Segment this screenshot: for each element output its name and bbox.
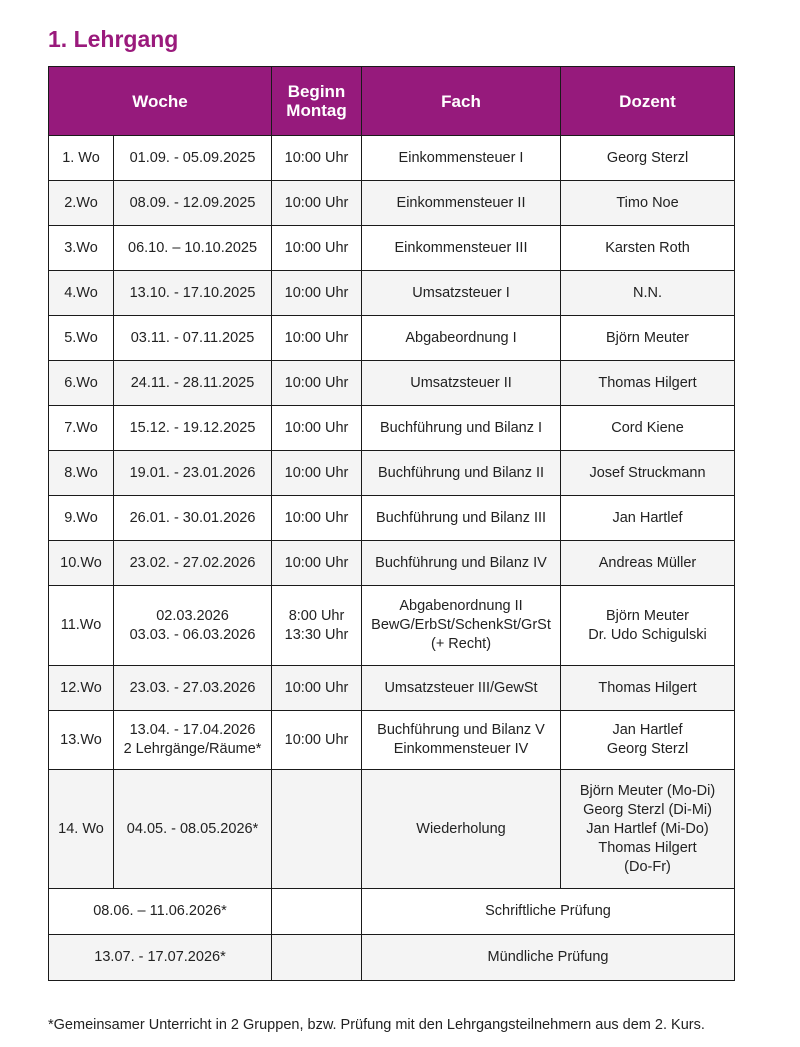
start-line: 10:00 Uhr: [284, 464, 349, 481]
date-cell: [114, 451, 272, 496]
lecturer-cell: [561, 181, 735, 226]
lecturer-cell: [561, 541, 735, 586]
start-cell: [272, 770, 362, 889]
lecturer-line: Georg Sterzl: [606, 149, 689, 166]
lecturer-line: Karsten Roth: [605, 239, 690, 256]
lecturer-line: Dr. Udo Schigulski: [588, 626, 707, 643]
header-fach: Fach: [362, 67, 561, 136]
header-beginn-line2: Montag: [286, 101, 347, 120]
week-cell: 11.Wo: [49, 586, 114, 666]
subject-line: Umsatzsteuer III/GewSt: [384, 679, 538, 696]
subject-cell: [362, 666, 561, 711]
lecturer-cell: [561, 666, 735, 711]
lecturer-cell: [561, 271, 735, 316]
start-line: 10:00 Uhr: [284, 679, 349, 696]
week-cell: 12.Wo: [49, 666, 114, 711]
start-cell: [272, 406, 362, 451]
date-cell: [114, 226, 272, 271]
subject-cell: [362, 181, 561, 226]
date-cell: [114, 586, 272, 666]
lecturer-cell: [561, 226, 735, 271]
lecturer-cell: [561, 406, 735, 451]
lecturer-line: Andreas Müller: [598, 554, 697, 571]
lecturer-cell: [561, 451, 735, 496]
date-cell: [114, 181, 272, 226]
table-row: [49, 541, 735, 586]
week-cell: 13.Wo: [49, 711, 114, 770]
table-row: [49, 226, 735, 271]
date-line: 13.10. - 17.10.2025: [129, 284, 256, 301]
subject-line: Umsatzsteuer I: [412, 284, 510, 301]
schedule-table: [48, 66, 735, 981]
subject-line: Abgabenordnung II: [399, 598, 523, 614]
date-cell: [114, 496, 272, 541]
subject-line: Einkommensteuer III: [394, 239, 528, 256]
start-cell: [272, 496, 362, 541]
start-cell: [272, 361, 362, 406]
week-cell: 5.Wo: [49, 316, 114, 361]
header-beginn: [272, 67, 362, 136]
table-row: [49, 271, 735, 316]
subject-cell: [362, 316, 561, 361]
table-row: [49, 181, 735, 226]
subject-line: Einkommensteuer I: [398, 149, 524, 166]
lecturer-line: Georg Sterzl (Di-Mi): [583, 801, 712, 818]
date-line: 06.10. – 10.10.2025: [128, 239, 258, 256]
exam-date-cell: 13.07. - 17.07.2026*: [49, 935, 272, 981]
date-cell: [114, 406, 272, 451]
lecturer-cell: [561, 770, 735, 889]
start-line: 10:00 Uhr: [284, 509, 349, 526]
week-cell: 6.Wo: [49, 361, 114, 406]
subject-cell: [362, 711, 561, 770]
lecturer-line: Thomas Hilgert: [598, 839, 697, 856]
exam-row: [49, 935, 735, 981]
date-line: 02.03.2026: [156, 607, 229, 624]
subject-line: (+ Recht): [430, 636, 492, 652]
exam-date-cell: 08.06. – 11.06.2026*: [49, 889, 272, 935]
subject-line: Buchführung und Bilanz V: [377, 722, 545, 738]
start-line: 10:00 Uhr: [284, 329, 349, 346]
week-cell: 14. Wo: [49, 770, 114, 889]
date-line: 24.11. - 28.11.2025: [130, 374, 255, 391]
lecturer-cell: [561, 136, 735, 181]
exam-name-cell: Schriftliche Prüfung: [362, 889, 735, 935]
subject-line: Umsatzsteuer II: [410, 374, 512, 391]
subject-cell: [362, 541, 561, 586]
lecturer-line: N.N.: [633, 284, 663, 301]
exam-name-cell: Mündliche Prüfung: [362, 935, 735, 981]
date-line: 01.09. - 05.09.2025: [129, 149, 256, 166]
date-cell: [114, 770, 272, 889]
start-line: 10:00 Uhr: [284, 194, 349, 211]
date-line: 08.09. - 12.09.2025: [129, 194, 256, 211]
lecturer-line: (Do-Fr): [624, 858, 671, 875]
start-line: 10:00 Uhr: [284, 374, 349, 391]
table-row: [49, 496, 735, 541]
subject-line: Abgabeordnung I: [405, 329, 517, 346]
subject-cell: [362, 406, 561, 451]
table-row: [49, 406, 735, 451]
start-cell: [272, 541, 362, 586]
date-line: 03.11. - 07.11.2025: [130, 329, 255, 346]
date-line: 26.01. - 30.01.2026: [129, 509, 256, 526]
subject-cell: [362, 496, 561, 541]
page-title: 1. Lehrgang: [48, 26, 179, 52]
table-row: [49, 361, 735, 406]
table-row: [49, 770, 735, 889]
start-cell: [272, 451, 362, 496]
lecturer-line: Thomas Hilgert: [598, 679, 697, 696]
table-row: [49, 711, 735, 770]
date-cell: [114, 666, 272, 711]
lecturer-line: Björn Meuter: [606, 607, 690, 624]
week-cell: 10.Wo: [49, 541, 114, 586]
week-cell: 9.Wo: [49, 496, 114, 541]
start-cell: [272, 136, 362, 181]
date-line: 23.03. - 27.03.2026: [129, 679, 256, 696]
subject-cell: [362, 136, 561, 181]
header-row: [49, 67, 735, 136]
subject-line: Einkommensteuer II: [396, 194, 526, 211]
start-cell: [272, 226, 362, 271]
date-line: 15.12. - 19.12.2025: [129, 419, 256, 436]
table-row: [49, 451, 735, 496]
start-line: 13:30 Uhr: [284, 626, 349, 643]
start-cell: [272, 271, 362, 316]
table-row: [49, 316, 735, 361]
subject-cell: [362, 271, 561, 316]
start-cell: [272, 666, 362, 711]
subject-line: Buchführung und Bilanz IV: [375, 554, 547, 571]
subject-line: BewG/ErbSt/SchenkSt/GrSt: [371, 617, 551, 633]
week-cell: 2.Wo: [49, 181, 114, 226]
exam-start-cell: [272, 889, 362, 935]
start-line: 10:00 Uhr: [284, 239, 349, 256]
start-line: 10:00 Uhr: [284, 149, 349, 166]
start-cell: [272, 711, 362, 770]
lecturer-cell: [561, 361, 735, 406]
start-cell: [272, 181, 362, 226]
date-cell: [114, 271, 272, 316]
header-dozent: Dozent: [561, 67, 735, 136]
lecturer-line: Josef Struckmann: [589, 464, 706, 481]
subject-line: Buchführung und Bilanz II: [377, 464, 545, 481]
subject-line: Buchführung und Bilanz I: [380, 419, 543, 436]
subject-line: Einkommensteuer IV: [393, 741, 529, 757]
start-cell: [272, 316, 362, 361]
lecturer-line: Jan Hartlef (Mi-Do): [586, 820, 709, 837]
start-line: 10:00 Uhr: [284, 731, 349, 748]
table-row: [49, 136, 735, 181]
start-line: 8:00 Uhr: [288, 607, 345, 624]
lecturer-cell: [561, 496, 735, 541]
start-line: 10:00 Uhr: [284, 419, 349, 436]
lecturer-cell: [561, 316, 735, 361]
lecturer-line: Björn Meuter (Mo-Di): [579, 782, 716, 799]
date-line: 23.02. - 27.02.2026: [129, 554, 256, 571]
lecturer-line: Timo Noe: [616, 194, 679, 211]
table-row: [49, 666, 735, 711]
lecturer-line: Jan Hartlef: [612, 722, 683, 738]
date-cell: [114, 711, 272, 770]
exam-row: [49, 889, 735, 935]
subject-cell: [362, 586, 561, 666]
week-cell: 8.Wo: [49, 451, 114, 496]
subject-line: Wiederholung: [416, 820, 506, 837]
start-line: 10:00 Uhr: [284, 554, 349, 571]
lecturer-cell: [561, 586, 735, 666]
subject-cell: [362, 770, 561, 889]
lecturer-line: Cord Kiene: [611, 419, 684, 436]
lecturer-cell: [561, 711, 735, 770]
lecturer-line: Georg Sterzl: [606, 741, 689, 757]
lecturer-line: Björn Meuter: [606, 329, 690, 346]
start-cell: [272, 586, 362, 666]
date-line: 03.03. - 06.03.2026: [129, 626, 256, 643]
week-cell: 1. Wo: [49, 136, 114, 181]
date-cell: [114, 136, 272, 181]
date-cell: [114, 316, 272, 361]
date-line: 13.04. - 17.04.2026: [129, 722, 256, 738]
subject-line: Buchführung und Bilanz III: [375, 509, 547, 526]
footnote: *Gemeinsamer Unterricht in 2 Gruppen, bzw. Prüfung mit den Lehrgangsteilnehmern aus dem 2. Kurs.: [48, 1017, 705, 1033]
lecturer-line: Jan Hartlef: [612, 509, 683, 526]
week-cell: 4.Wo: [49, 271, 114, 316]
start-line: 10:00 Uhr: [284, 284, 349, 301]
table-row: [49, 586, 735, 666]
lecturer-line: Thomas Hilgert: [598, 374, 697, 391]
date-line: 2 Lehrgänge/Räume*: [123, 741, 262, 757]
date-line: 04.05. - 08.05.2026*: [126, 820, 259, 837]
subject-cell: [362, 451, 561, 496]
date-cell: [114, 361, 272, 406]
subject-cell: [362, 361, 561, 406]
week-cell: 7.Wo: [49, 406, 114, 451]
header-woche: Woche: [49, 67, 272, 136]
header-beginn-line1: Beginn: [287, 82, 346, 101]
exam-start-cell: [272, 935, 362, 981]
date-line: 19.01. - 23.01.2026: [129, 464, 256, 481]
subject-cell: [362, 226, 561, 271]
date-cell: [114, 541, 272, 586]
week-cell: 3.Wo: [49, 226, 114, 271]
